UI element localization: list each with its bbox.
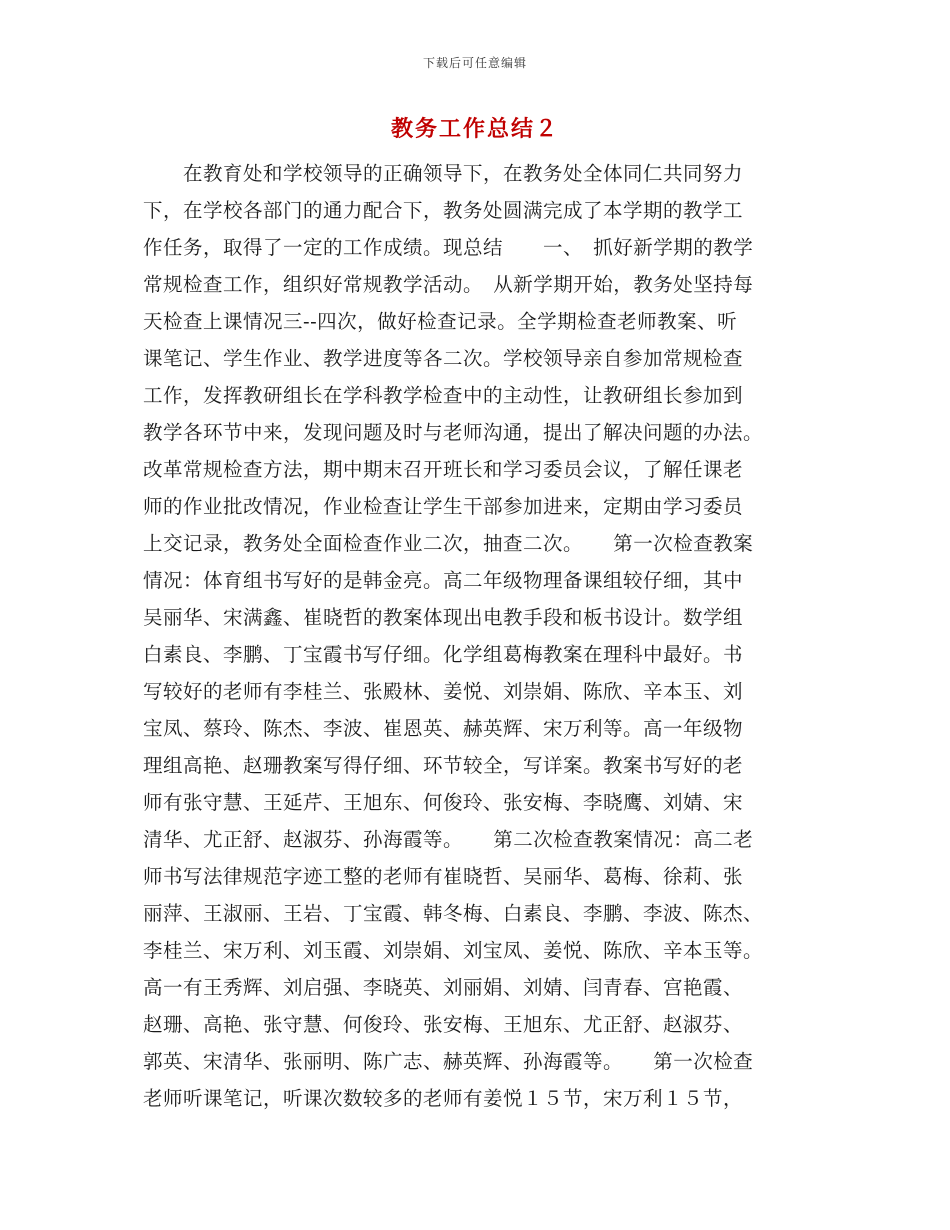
text-line: 课笔记、学生作业、教学进度等各二次。学校领导亲自参加常规检查	[143, 347, 744, 370]
text-line: 师的作业批改情况，作业检查让学生干部参加进来，定期由学习委员	[143, 495, 744, 518]
text-line: 在教育处和学校领导的正确领导下，在教务处全体同仁共同努力	[143, 162, 744, 185]
text-line: 吴丽华、宋满鑫、崔晓哲的教案体现出电教手段和板书设计。数学组	[143, 606, 744, 629]
text-line: 理组高艳、赵珊教案写得仔细、环节较全，写详案。教案书写好的老	[143, 754, 744, 777]
document-title: 教务工作总结２	[390, 116, 559, 142]
text-line: 上交记录，教务处全面检查作业二次，抽查二次。 第一次检查教案	[143, 532, 754, 555]
text-line: 作任务，取得了一定的工作成绩。现总结 一、 抓好新学期的教学	[143, 236, 754, 259]
text-line: 下，在学校各部门的通力配合下，教务处圆满完成了本学期的教学工	[143, 199, 744, 222]
text-line: 常规检查工作，组织好常规教学活动。 从新学期开始，教务处坚持每	[143, 273, 754, 296]
text-line: 工作，发挥教研组长在学科教学检查中的主动性，让教研组长参加到	[143, 384, 744, 407]
text-line: 赵珊、高艳、张守慧、何俊玲、张安梅、王旭东、尤正舒、赵淑芬、	[143, 1013, 744, 1036]
text-line: 丽萍、王淑丽、王岩、丁宝霞、韩冬梅、白素良、李鹏、李波、陈杰、	[143, 902, 764, 925]
text-line: 天检查上课情况三--四次，做好检查记录。全学期检查老师教案、听	[143, 310, 738, 333]
text-line: 白素良、李鹏、丁宝霞书写仔细。化学组葛梅教案在理科中最好。书	[143, 643, 744, 666]
text-line: 改革常规检查方法，期中期末召开班长和学习委员会议，了解任课老	[143, 458, 744, 481]
text-line: 情况：体育组书写好的是韩金亮。高二年级物理备课组较仔细，其中	[143, 569, 744, 592]
body-text	[143, 155, 807, 1117]
text-line: 郭英、宋清华、张丽明、陈广志、赫英辉、孙海霞等。 第一次检查	[143, 1050, 754, 1073]
text-line: 教学各环节中来，发现问题及时与老师沟通，提出了解决问题的办法。	[143, 421, 764, 444]
text-line: 宝凤、蔡玲、陈杰、李波、崔恩英、赫英辉、宋万利等。高一年级物	[143, 717, 744, 740]
header-note: 下载后可任意编辑	[422, 56, 527, 70]
text-line: 清华、尤正舒、赵淑芬、孙海霞等。 第二次检查教案情况：高二老	[143, 828, 754, 851]
text-line: 师有张守慧、王延芹、王旭东、何俊玲、张安梅、李晓鹰、刘婧、宋	[143, 791, 744, 814]
text-line: 师书写法律规范字迹工整的老师有崔晓哲、吴丽华、葛梅、徐莉、张	[143, 865, 744, 888]
text-line: 写较好的老师有李桂兰、张殿林、姜悦、刘崇娟、陈欣、辛本玉、刘	[143, 680, 744, 703]
text-line: 老师听课笔记，听课次数较多的老师有姜悦１５节，宋万利１５节，	[143, 1087, 744, 1110]
text-line: 高一有王秀辉、刘启强、李晓英、刘丽娟、刘婧、闫青春、宫艳霞、	[143, 976, 744, 999]
text-line: 李桂兰、宋万利、刘玉霞、刘崇娟、刘宝凤、姜悦、陈欣、辛本玉等。	[143, 939, 764, 962]
